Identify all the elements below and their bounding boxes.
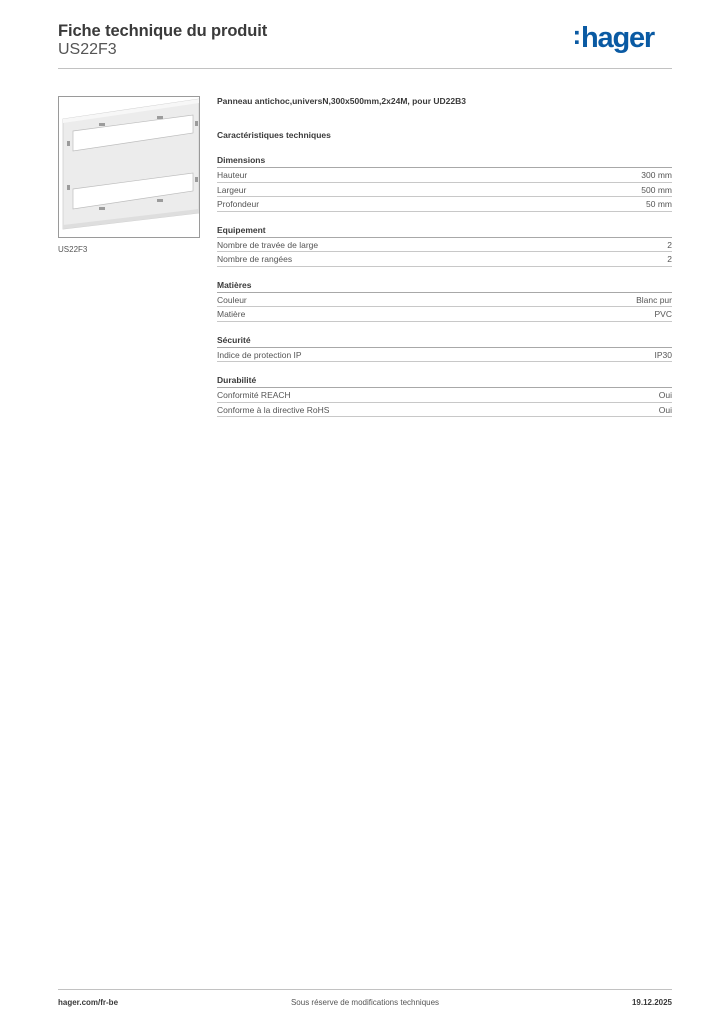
product-image [58, 96, 200, 238]
spec-label: Indice de protection IP [217, 349, 302, 360]
section-equipement [217, 224, 672, 267]
spec-value: 2 [667, 239, 672, 250]
spec-row [217, 238, 672, 253]
spec-row [217, 293, 672, 308]
section-title: Sécurité [217, 334, 672, 348]
page-title: Fiche technique du produit [58, 22, 268, 40]
page-footer [58, 998, 672, 1012]
spec-row [217, 388, 672, 403]
spec-label: Matière [217, 309, 246, 319]
spec-value: PVC [654, 309, 672, 319]
spec-value: Oui [658, 404, 672, 415]
footer-date: 19.12.2025 [631, 998, 672, 1007]
panel-illustration [59, 97, 199, 237]
logo-colon-icon: : [572, 20, 581, 50]
spec-row [217, 307, 672, 322]
spec-row [217, 197, 672, 212]
spec-label: Profondeur [217, 199, 260, 209]
section-dimensions [217, 154, 672, 212]
footer-disclaimer: Sous réserve de modifications techniques [290, 998, 440, 1007]
spec-label: Hauteur [217, 170, 248, 180]
spec-row [217, 348, 672, 363]
spec-label: Conformité REACH [217, 390, 291, 400]
product-code: US22F3 [58, 41, 117, 58]
spec-row [217, 403, 672, 418]
section-matieres [217, 279, 672, 322]
spec-value: 2 [667, 254, 672, 264]
spec-label: Conforme à la directive RoHS [217, 404, 330, 415]
spec-value: Blanc pur [636, 294, 672, 305]
footer-divider [58, 989, 672, 990]
section-title: Dimensions [217, 154, 672, 168]
spec-label: Couleur [217, 294, 247, 305]
spec-label: Largeur [217, 184, 247, 195]
tech-specs-title: Caractéristiques techniques [217, 130, 331, 140]
spec-label: Nombre de travée de large [217, 239, 319, 250]
section-title: Equipement [217, 224, 672, 238]
section-securite [217, 334, 672, 363]
spec-label: Nombre de rangées [217, 254, 293, 264]
page-header [58, 20, 672, 68]
spec-value: Oui [658, 390, 672, 400]
spec-row [217, 252, 672, 267]
section-durabilite [217, 374, 672, 417]
spec-value: IP30 [654, 349, 672, 360]
section-title: Durabilité [217, 374, 672, 388]
spec-value: 50 mm [646, 199, 672, 209]
spec-value: 300 mm [641, 170, 672, 180]
header-divider [58, 68, 672, 69]
footer-website-link[interactable]: hager.com/fr-be [58, 998, 119, 1007]
spec-row [217, 183, 672, 198]
spec-content [217, 96, 672, 417]
image-caption: US22F3 [58, 245, 88, 254]
hager-logo [573, 20, 654, 55]
spec-row [217, 168, 672, 183]
spec-value: 500 mm [641, 184, 672, 195]
product-description: Panneau antichoc,universN,300x500mm,2x24M, pour UD22B3 [217, 96, 466, 106]
section-title: Matières [217, 279, 672, 293]
logo-text: hager [581, 22, 654, 54]
